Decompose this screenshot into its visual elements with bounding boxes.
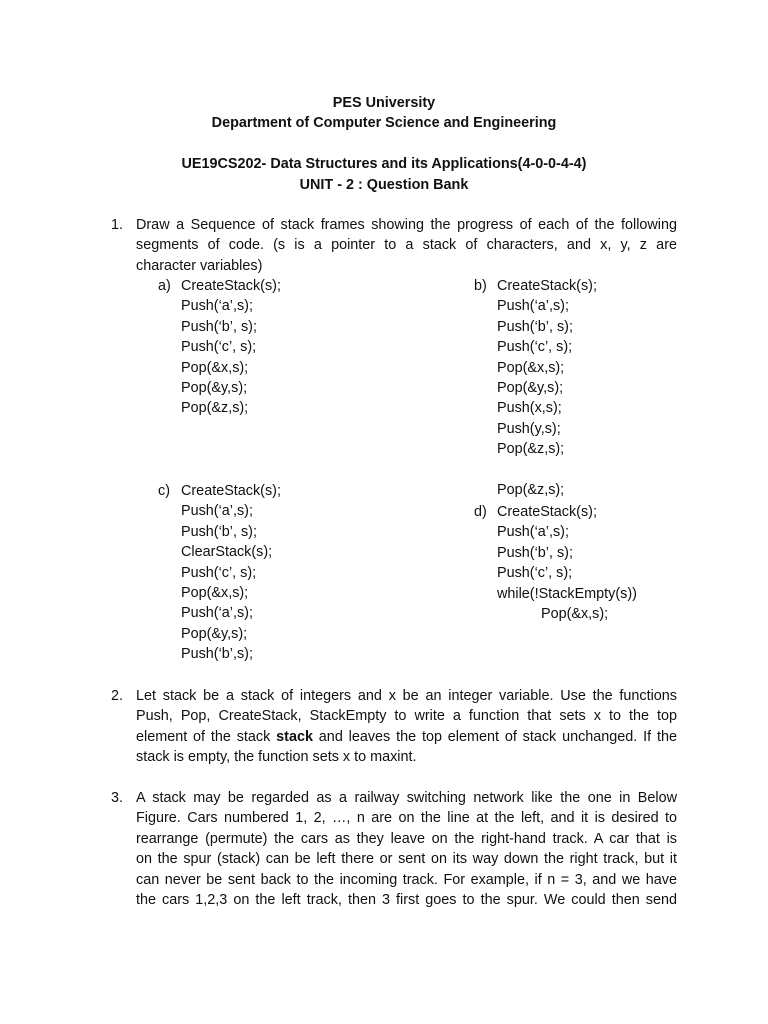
code-line: Pop(&y,s); <box>181 625 248 642</box>
question-3-line: rearrange (permute) the cars as they leave on the right-hand track. A car that is <box>136 830 677 847</box>
stack-keyword: stack <box>276 728 313 745</box>
question-2-text-fragment: element of the stack <box>136 728 277 745</box>
question-2-line <box>136 727 677 747</box>
question-3-line: the cars 1,2,3 on the left track, then 3 first goes to the spur. We could then send <box>136 892 677 909</box>
university-name: PES University <box>332 95 436 111</box>
code-line: Push(‘a’,s); <box>181 605 253 622</box>
question-3-text <box>136 788 677 910</box>
part-a-label: a) <box>158 278 171 294</box>
code-line: while(!StackEmpty(s)) <box>497 585 637 602</box>
code-line: Push(x,s); <box>497 400 562 417</box>
code-line: Push(‘a’,s); <box>497 524 569 541</box>
code-line: CreateStack(s); <box>181 278 281 294</box>
code-line: Pop(&x,s); <box>497 359 565 376</box>
code-line: Push(‘c’, s); <box>181 564 257 581</box>
code-line: Push(‘a’,s); <box>497 298 569 315</box>
code-line: Push(‘b’,s); <box>181 646 253 663</box>
code-line: Pop(&y,s); <box>181 379 248 396</box>
question-3-line: can never be sent back to the incoming track. For example, if n = 3, and we have <box>136 871 677 888</box>
question-2-text-fragment: and leaves the top element of stack unchanged. If the <box>312 728 677 745</box>
question-3-line: A stack may be regarded as a railway switching network like the one in Below <box>136 790 677 806</box>
question-3-line: Figure. Cars numbered 1, 2, …, n are on the line at the left, and it is desired to <box>136 810 677 827</box>
question-2-line: Let stack be a stack of integers and x be an integer variable. Use the functions <box>136 688 677 704</box>
part-b-code <box>497 276 597 500</box>
code-line: CreateStack(s); <box>497 278 597 294</box>
code-line: Push(‘c’, s); <box>497 339 573 356</box>
part-d-code <box>497 502 637 624</box>
question-1-line: segments of code. (s is a pointer to a stack of characters, and x, y, z are <box>136 237 677 254</box>
code-line <box>497 460 597 480</box>
question-1-number: 1. <box>111 217 124 233</box>
question-2-line: stack is empty, the function sets x to maxint. <box>136 749 417 766</box>
part-d-label: d) <box>474 504 487 520</box>
unit-title: UNIT - 2 : Question Bank <box>299 177 469 193</box>
department-name: Department of Computer Science and Engineering <box>211 115 557 131</box>
code-line: Push(y,s); <box>497 420 561 437</box>
part-c-label: c) <box>158 483 170 499</box>
code-line: Pop(&x,s); <box>497 605 609 622</box>
part-b-label: b) <box>474 278 487 294</box>
code-line: Push(‘b’, s); <box>497 318 573 335</box>
part-c-code <box>181 481 281 665</box>
code-line: Pop(&z,s); <box>497 481 565 498</box>
code-line: Push(‘a’,s); <box>181 298 253 315</box>
code-line: Push(‘b’, s); <box>181 523 257 540</box>
question-2-line: Push, Pop, CreateStack, StackEmpty to write a function that sets x to the top <box>136 708 677 725</box>
code-line: Push(‘c’, s); <box>181 339 257 356</box>
code-line: Push(‘b’, s); <box>497 544 573 561</box>
question-2-number: 2. <box>111 688 124 704</box>
question-1-text <box>136 215 677 276</box>
code-line: Pop(&x,s); <box>181 584 249 601</box>
code-line: Pop(&x,s); <box>181 359 249 376</box>
code-line: Pop(&z,s); <box>181 400 249 417</box>
question-2-text <box>136 686 677 768</box>
code-line: Push(‘a’,s); <box>181 503 253 520</box>
code-line: Push(‘c’, s); <box>497 565 573 582</box>
part-a-code <box>181 276 281 419</box>
course-title: UE19CS202- Data Structures and its Applications(4-0-0-4-4) <box>181 156 587 172</box>
code-line: Pop(&z,s); <box>497 441 565 458</box>
question-3-line: on the spur (stack) can be left there or sent on its way down the right track, but it <box>136 851 677 868</box>
code-line: CreateStack(s); <box>181 483 281 499</box>
question-1-line: Draw a Sequence of stack frames showing the progress of each of the following <box>136 217 677 233</box>
question-3-number: 3. <box>111 790 124 806</box>
code-line: CreateStack(s); <box>497 504 597 520</box>
code-line: ClearStack(s); <box>181 544 273 561</box>
code-line: Pop(&y,s); <box>497 379 564 396</box>
code-line: Push(‘b’, s); <box>181 318 257 335</box>
question-1-line: character variables) <box>136 257 263 274</box>
